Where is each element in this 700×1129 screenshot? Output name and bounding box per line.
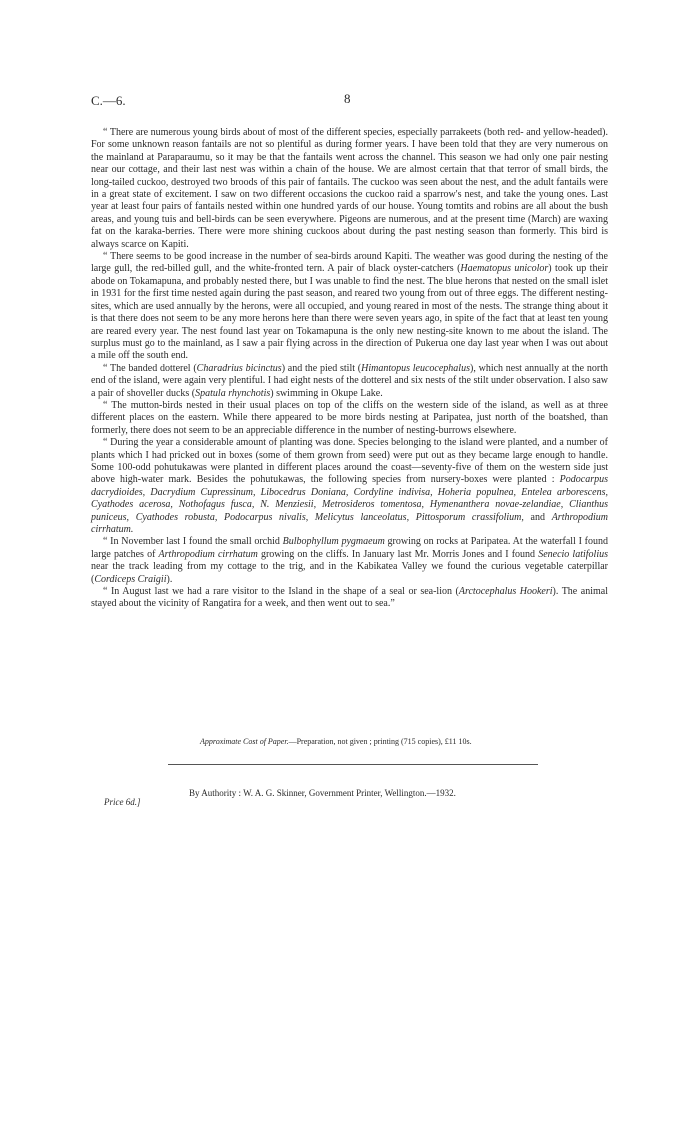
header-reference: C.—6. (91, 93, 126, 108)
species-name: Himantopus leucocephalus (361, 362, 470, 374)
paragraph-text: near the track leading from my cottage to the trig, and in the Kabikatea Valley we found the curious vegetable caterpillar ( (91, 561, 608, 585)
paragraph (91, 437, 608, 536)
paragraph (91, 536, 608, 586)
species-name: Bulbophyllum pygmaeum (282, 536, 385, 548)
paragraph (91, 400, 608, 437)
species-name: Podocarpus dacrydioides, Dacrydium Cupressinum, Libocedrus Doniana, Cordyline indivisa, Hoheria populnea, Entelea arborescens, Cyathodes acerosa, Nothofagus fusca, N. Menziesii, Metrosideros tomentosa, Hymenanthera novae-zelandiae, Clianthus puniceus, Cyathodes robusta, Podocarpus nivalis, Melicytus lanceolatus, Pittosporum crassifolium, (91, 474, 608, 523)
cost-note (200, 737, 580, 746)
paragraph-text: “ In August last we had a rare visitor to the Island in the shape of a seal or sea-lion ( (103, 586, 459, 598)
price-label: Price 6d.] (104, 797, 141, 807)
paragraph-text: “ There seems to be good increase in the number of sea-birds around Kapiti. The weather was good during the nesting of the large gull, the red-billed gull, and the white-fronted tern. A pair of black oyster-catchers ( (91, 251, 608, 275)
paragraph-text: ). The animal stayed about the vicinity of Rangatira for a week, and then went out to sea.” (91, 586, 608, 610)
species-name: Spatula rhynchotis (195, 387, 271, 399)
paragraph-text: ) and the pied stilt ( (281, 362, 362, 374)
species-name: Arthropodium cirrhatum (158, 548, 258, 560)
cost-label: Approximate Cost of Paper. (200, 737, 289, 746)
page-number: 8 (344, 91, 351, 106)
species-name: Arctocephalus Hookeri (458, 586, 553, 598)
paragraph-text: growing on rocks at Paripatea. At the waterfall I found large patches of (91, 536, 608, 560)
paragraph (91, 586, 608, 611)
paragraph-text: “ In November last I found the small orchid (103, 536, 283, 548)
paragraph-text: ). (166, 573, 173, 585)
species-name: Senecio latifolius (538, 548, 608, 560)
paragraph-text: “ There are numerous young birds about of most of the different species, especially parrakeets (both red- and yellow-headed). For some unknown reason fantails are not so plentiful as during former years. I have been told that they are very numerous on the mainland at Paraparaumu, so it may be that the fantails went across the channel. This season we had only one pair nesting near our cottage, and their last nest was within a chain of the house. We are almost certain that that terror of small birds, the long-tailed cuckoo, destroyed two broods of this pair of fantails. The cuckoo was seen about the nest, and the adult fantails were in a great state of excitement. I saw on two different occasions the cuckoo raid a sparrow's nest, and take the young ones. Last year at least four pairs of fantails nested within one hundred yards of our house. Young tomtits and robins are all about the bush areas, and young tuis and bell-birds can be seen everywhere. Pigeons are numerous, and at the present time (March) are waxing fat on the karaka-berries. There were more shining cuckoos about during the past nesting season than formerly. This bird is always scarce on Kapiti. (91, 127, 608, 250)
paragraph-text: ), which nest annually at the north end of the island, were again very plentiful. I had eight nests of the dotterel and six nests of the stilt under observation. I also saw a pair of shoveller ducks ( (91, 362, 608, 399)
paragraph-text: growing on the cliffs. In January last Mr. Morris Jones and I found (257, 548, 539, 560)
paragraph-text: ) took up their abode on Tokamapuna, and probably nested there, but I was unable to find the nest. The blue herons that nested on the small islet in 1931 for the first time nested again during the past season, and reared two young from out of three eggs. The different nesting-sites, which are used annually by the herons, were all occupied, and young reared in most of the nests. The strange thing about it is that there does not seem to be any more herons here than there were seven years ago, in spite of the fact that at least ten young are reared every year. The nest found last year on Tokamapuna is the only new nesting-site known to me about the island. The surplus must go to the mainland, as I saw a pair flying across in the direction of Pukerua one day last year when I was out about a mile off the south end. (91, 263, 608, 362)
paragraph-text: ) swimming in Okupe Lake. (270, 387, 383, 399)
footer-divider (168, 764, 538, 765)
document-body (91, 127, 608, 611)
paragraph (91, 363, 608, 400)
paragraph-text: “ During the year a considerable amount of planting was done. Species belonging to the island were planted, and a number of plants which I had pricked out in boxes (some of them grown from seed) were put out as they became large enough to handle. Some 100-odd pohutukawas were planted in different places around the coast—seventy-five of them on the western side just above high-water mark. Besides the pohutukawas, the following species from nursery-boxes were planted : (91, 437, 608, 486)
species-name: Haematopus unicolor (460, 263, 549, 275)
paragraph (91, 127, 608, 251)
cost-text: —Preparation, not given ; printing (715 copies), £11 10s. (288, 737, 472, 746)
species-name: Charadrius bicinctus (196, 362, 282, 374)
paragraph-text: “ The mutton-birds nested in their usual places on top of the cliffs on the western side of the island, as well as at three different places on the eastern. While there appeared to be more birds nesting at Paripatea, just north of the boatshed, than formerly, there does not seem to be an appreciable difference in the number of nesting-burrows elsewhere. (91, 399, 608, 436)
paragraph (91, 251, 608, 363)
species-name: Arthropodium cirrhatum. (91, 511, 608, 535)
authority-line: By Authority : W. A. G. Skinner, Government Printer, Wellington.—1932. (189, 788, 456, 798)
paragraph-text: and (523, 511, 552, 523)
paragraph-text: “ The banded dotterel ( (103, 362, 197, 374)
species-name: Cordiceps Craigii (94, 573, 167, 585)
